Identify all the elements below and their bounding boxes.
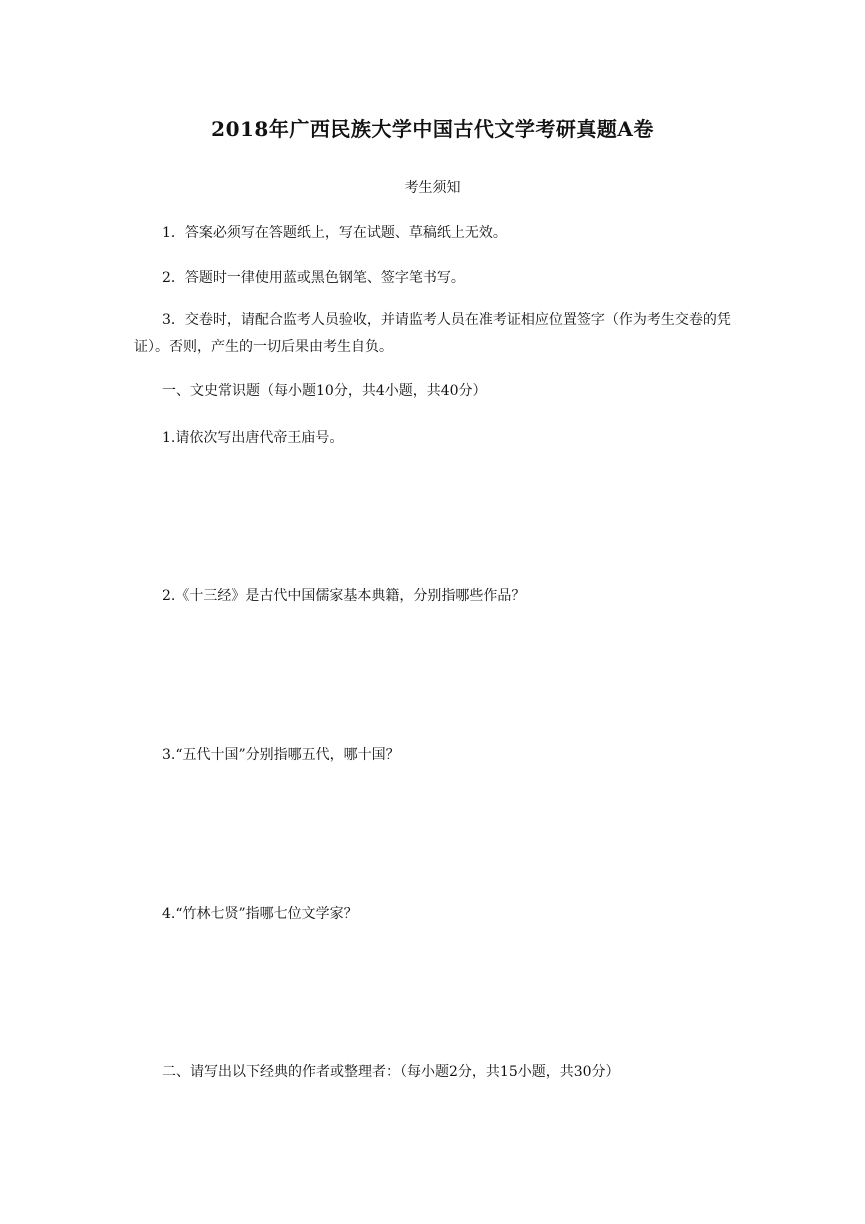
notice-item-3: 3．交卷时，请配合监考人员验收，并请监考人员在准考证相应位置签字（作为考生交卷的凭证）。否则，产生的一切后果由考生自负。 (134, 312, 731, 355)
question-2: 2.《十三经》是古代中国儒家基本典籍，分别指哪些作品？ (162, 588, 526, 604)
question-3: 3.“五代十国”分别指哪五代，哪十国？ (162, 747, 400, 763)
notice-heading: 考生须知 (404, 180, 461, 196)
section-2-heading: 二、请写出以下经典的作者或整理者：（每小题2分，共15小题，共30分） (162, 1064, 620, 1080)
question-1: 1.请依次写出唐代帝王庙号。 (162, 430, 344, 446)
section-1-heading: 一、文史常识题（每小题10分，共4小题，共40分） (162, 383, 487, 399)
notice-item-2: 2．答题时一律使用蓝或黑色钢笔、签字笔书写。 (162, 270, 465, 286)
question-4: 4.“竹林七贤”指哪七位文学家？ (162, 906, 358, 922)
document-title: 2018年广西民族大学中国古代文学考研真题A卷 (211, 117, 654, 141)
notice-item-1: 1．答案必须写在答题纸上，写在试题、草稿纸上无效。 (162, 225, 507, 241)
